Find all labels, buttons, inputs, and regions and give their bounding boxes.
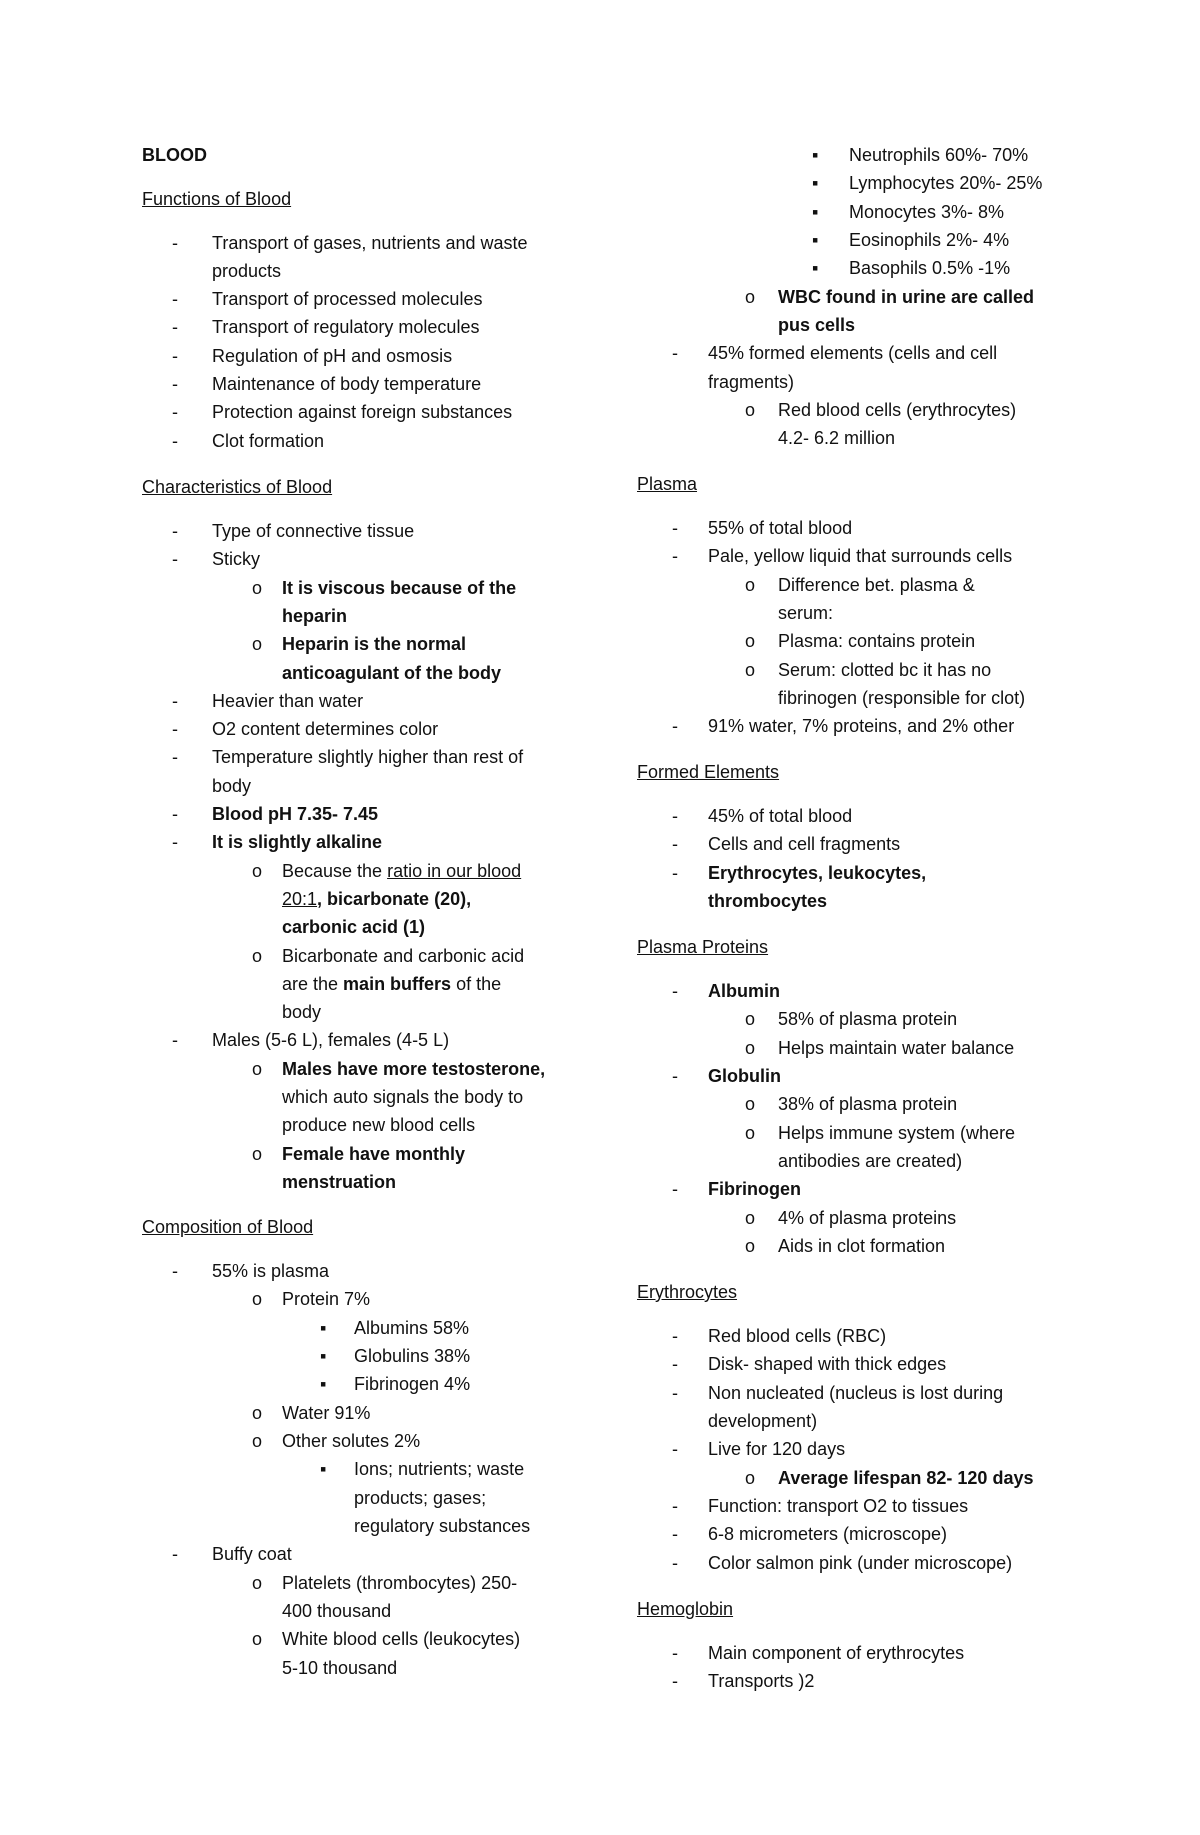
- list-item: Transports )2: [708, 1671, 815, 1691]
- sub-item-continuation: menstruation: [282, 1172, 397, 1192]
- sub-item-continuation: [282, 887, 471, 911]
- sub-sub-item: Eosinophils 2%- 4%: [849, 230, 1010, 250]
- sub-item: WBC found in urine are called: [778, 287, 1035, 307]
- square-bullet: ▪: [812, 202, 819, 222]
- sub-item: Helps maintain water balance: [778, 1038, 1015, 1058]
- square-bullet: ▪: [812, 145, 819, 165]
- circle-bullet: o: [252, 1431, 263, 1451]
- sub-item-text: Because the: [282, 861, 388, 881]
- list-item: Maintenance of body temperature: [212, 374, 482, 394]
- sub-item-continuation: anticoagulant of the body: [282, 663, 501, 683]
- circle-bullet: o: [745, 1038, 756, 1058]
- sub-item: Platelets (thrombocytes) 250-: [282, 1573, 518, 1593]
- section-heading-erythrocytes: Erythrocytes: [637, 1282, 738, 1302]
- dash-bullet: -: [172, 374, 178, 394]
- sub-item: It is viscous because of the: [282, 578, 517, 598]
- circle-bullet: o: [252, 946, 263, 966]
- list-item-continuation: body: [212, 776, 252, 796]
- list-item: Sticky: [212, 549, 261, 569]
- dash-bullet: -: [172, 1544, 178, 1564]
- sub-sub-item: Albumins 58%: [354, 1318, 470, 1338]
- list-item: 45% formed elements (cells and cell: [708, 343, 998, 363]
- sub-item: Males have more testosterone,: [282, 1059, 546, 1079]
- list-item: Cells and cell fragments: [708, 834, 901, 854]
- circle-bullet: o: [745, 1009, 756, 1029]
- square-bullet: ▪: [320, 1318, 327, 1338]
- underlined-text: ratio in our blood: [387, 861, 522, 881]
- sub-item: Heparin is the normal: [282, 634, 467, 654]
- list-item: Albumin: [708, 981, 780, 1001]
- sub-item: Water 91%: [282, 1403, 371, 1423]
- sub-item-continuation: serum:: [778, 603, 834, 623]
- sub-item: Protein 7%: [282, 1289, 371, 1309]
- sub-item: Average lifespan 82- 120 days: [778, 1468, 1034, 1488]
- circle-bullet: o: [252, 1403, 263, 1423]
- dash-bullet: -: [172, 719, 178, 739]
- dash-bullet: -: [172, 521, 178, 541]
- dash-bullet: -: [672, 1439, 678, 1459]
- list-item: Fibrinogen: [708, 1179, 801, 1199]
- dash-bullet: -: [672, 1524, 678, 1544]
- dash-bullet: -: [672, 1354, 678, 1374]
- dash-bullet: -: [672, 1326, 678, 1346]
- dash-bullet: -: [672, 546, 678, 566]
- sub-sub-item: Lymphocytes 20%- 25%: [849, 173, 1043, 193]
- sub-item: Plasma: contains protein: [778, 631, 976, 651]
- circle-bullet: o: [745, 575, 756, 595]
- sub-item-continuation: carbonic acid (1): [282, 917, 426, 937]
- section-heading-plasma: Plasma: [637, 474, 698, 494]
- dash-bullet: -: [172, 832, 178, 852]
- list-item: Heavier than water: [212, 691, 364, 711]
- dash-bullet: -: [172, 233, 178, 253]
- section-heading-formed-elements: Formed Elements: [637, 762, 780, 782]
- sub-sub-item: Ions; nutrients; waste: [354, 1459, 525, 1479]
- sub-sub-item-continuation: regulatory substances: [354, 1516, 531, 1536]
- sub-item: 4% of plasma proteins: [778, 1208, 957, 1228]
- square-bullet: ▪: [812, 258, 819, 278]
- list-item-continuation: fragments): [708, 372, 795, 392]
- bold-text: main buffers: [343, 974, 452, 994]
- dash-bullet: -: [172, 431, 178, 451]
- circle-bullet: o: [745, 400, 756, 420]
- dash-bullet: -: [672, 1553, 678, 1573]
- dash-bullet: -: [672, 1066, 678, 1086]
- circle-bullet: o: [252, 634, 263, 654]
- circle-bullet: o: [252, 1289, 263, 1309]
- bold-text: , bicarbonate (20),: [317, 889, 472, 909]
- sub-sub-item: Globulins 38%: [354, 1346, 471, 1366]
- sub-sub-item-continuation: products; gases;: [354, 1488, 487, 1508]
- sub-item-continuation: fibrinogen (responsible for clot): [778, 688, 1026, 708]
- list-item: Function: transport O2 to tissues: [708, 1496, 969, 1516]
- sub-item-text: are the: [282, 974, 344, 994]
- sub-item-text: of the: [451, 974, 502, 994]
- list-item: Buffy coat: [212, 1544, 292, 1564]
- sub-item-continuation: [282, 972, 501, 996]
- section-heading-functions: Functions of Blood: [142, 189, 292, 209]
- section-heading-plasma-proteins: Plasma Proteins: [637, 937, 769, 957]
- list-item: 91% water, 7% proteins, and 2% other: [708, 716, 1015, 736]
- list-item: Males (5-6 L), females (4-5 L): [212, 1030, 450, 1050]
- circle-bullet: o: [745, 1094, 756, 1114]
- circle-bullet: o: [252, 861, 263, 881]
- list-item-continuation: products: [212, 261, 282, 281]
- sub-item-continuation: 5-10 thousand: [282, 1658, 398, 1678]
- sub-item: 38% of plasma protein: [778, 1094, 958, 1114]
- circle-bullet: o: [252, 1573, 263, 1593]
- sub-item: Helps immune system (where: [778, 1123, 1016, 1143]
- list-item: Transport of processed molecules: [212, 289, 483, 309]
- circle-bullet: o: [745, 1123, 756, 1143]
- dash-bullet: -: [672, 518, 678, 538]
- section-heading-hemoglobin: Hemoglobin: [637, 1599, 734, 1619]
- sub-item: Serum: clotted bc it has no: [778, 660, 992, 680]
- circle-bullet: o: [745, 631, 756, 651]
- sub-item: Red blood cells (erythrocytes): [778, 400, 1017, 420]
- list-item: It is slightly alkaline: [212, 832, 383, 852]
- sub-item-continuation: antibodies are created): [778, 1151, 963, 1171]
- square-bullet: ▪: [320, 1459, 327, 1479]
- dash-bullet: -: [172, 549, 178, 569]
- sub-sub-item: Fibrinogen 4%: [354, 1374, 471, 1394]
- list-item: Clot formation: [212, 431, 325, 451]
- sub-item: White blood cells (leukocytes): [282, 1629, 521, 1649]
- circle-bullet: o: [252, 1059, 263, 1079]
- sub-item-continuation: pus cells: [778, 315, 856, 335]
- list-item: 45% of total blood: [708, 806, 853, 826]
- list-item: Pale, yellow liquid that surrounds cells: [708, 546, 1013, 566]
- list-item: O2 content determines color: [212, 719, 439, 739]
- circle-bullet: o: [252, 1629, 263, 1649]
- list-item: Globulin: [708, 1066, 781, 1086]
- list-item: 6-8 micrometers (microscope): [708, 1524, 948, 1544]
- dash-bullet: -: [672, 863, 678, 883]
- list-item: Erythrocytes, leukocytes,: [708, 863, 927, 883]
- square-bullet: ▪: [320, 1374, 327, 1394]
- sub-item-continuation: 4.2- 6.2 million: [778, 428, 896, 448]
- list-item: Transport of regulatory molecules: [212, 317, 480, 337]
- dash-bullet: -: [672, 1383, 678, 1403]
- sub-item-continuation: body: [282, 1002, 322, 1022]
- dash-bullet: -: [672, 1643, 678, 1663]
- list-item: Color salmon pink (under microscope): [708, 1553, 1013, 1573]
- dash-bullet: -: [672, 1179, 678, 1199]
- dash-bullet: -: [172, 747, 178, 767]
- list-item: Red blood cells (RBC): [708, 1326, 887, 1346]
- dash-bullet: -: [172, 1030, 178, 1050]
- sub-sub-item: Monocytes 3%- 8%: [849, 202, 1005, 222]
- dash-bullet: -: [172, 289, 178, 309]
- list-item: Main component of erythrocytes: [708, 1643, 965, 1663]
- circle-bullet: o: [745, 1208, 756, 1228]
- list-item: Regulation of pH and osmosis: [212, 346, 453, 366]
- dash-bullet: -: [672, 343, 678, 363]
- square-bullet: ▪: [812, 230, 819, 250]
- circle-bullet: o: [745, 660, 756, 680]
- dash-bullet: -: [672, 834, 678, 854]
- sub-item-continuation: heparin: [282, 606, 348, 626]
- sub-sub-item: Neutrophils 60%- 70%: [849, 145, 1029, 165]
- list-item: 55% of total blood: [708, 518, 853, 538]
- list-item: Live for 120 days: [708, 1439, 846, 1459]
- list-item: Blood pH 7.35- 7.45: [212, 804, 379, 824]
- sub-item-continuation: which auto signals the body to: [282, 1087, 524, 1107]
- sub-item: [282, 859, 521, 883]
- dash-bullet: -: [172, 804, 178, 824]
- circle-bullet: o: [252, 578, 263, 598]
- dash-bullet: -: [172, 402, 178, 422]
- sub-item-continuation: 400 thousand: [282, 1601, 392, 1621]
- square-bullet: ▪: [320, 1346, 327, 1366]
- list-item-continuation: development): [708, 1411, 818, 1431]
- section-heading-composition: Composition of Blood: [142, 1217, 314, 1237]
- dash-bullet: -: [172, 691, 178, 711]
- sub-item: Difference bet. plasma &: [778, 575, 975, 595]
- dash-bullet: -: [672, 981, 678, 1001]
- list-item: Protection against foreign substances: [212, 402, 513, 422]
- document-title: BLOOD: [142, 145, 207, 165]
- sub-item: Female have monthly: [282, 1144, 466, 1164]
- list-item: Temperature slightly higher than rest of: [212, 747, 524, 767]
- list-item: Type of connective tissue: [212, 521, 415, 541]
- dash-bullet: -: [672, 806, 678, 826]
- dash-bullet: -: [672, 716, 678, 736]
- square-bullet: ▪: [812, 173, 819, 193]
- underlined-text: 20:1: [282, 889, 318, 909]
- circle-bullet: o: [745, 287, 756, 307]
- circle-bullet: o: [745, 1236, 756, 1256]
- dash-bullet: -: [672, 1496, 678, 1516]
- sub-sub-item: Basophils 0.5% -1%: [849, 258, 1011, 278]
- sub-item-continuation: produce new blood cells: [282, 1115, 476, 1135]
- dash-bullet: -: [172, 1261, 178, 1281]
- dash-bullet: -: [172, 346, 178, 366]
- list-item: Transport of gases, nutrients and waste: [212, 233, 528, 253]
- sub-item: Bicarbonate and carbonic acid: [282, 946, 525, 966]
- dash-bullet: -: [672, 1671, 678, 1691]
- sub-item: Aids in clot formation: [778, 1236, 946, 1256]
- sub-item: 58% of plasma protein: [778, 1009, 958, 1029]
- list-item: Disk- shaped with thick edges: [708, 1354, 947, 1374]
- section-heading-characteristics: Characteristics of Blood: [142, 477, 333, 497]
- circle-bullet: o: [252, 1144, 263, 1164]
- sub-item: Other solutes 2%: [282, 1431, 421, 1451]
- list-item: Non nucleated (nucleus is lost during: [708, 1383, 1004, 1403]
- dash-bullet: -: [172, 317, 178, 337]
- list-item-continuation: thrombocytes: [708, 891, 828, 911]
- circle-bullet: o: [745, 1468, 756, 1488]
- list-item: 55% is plasma: [212, 1261, 330, 1281]
